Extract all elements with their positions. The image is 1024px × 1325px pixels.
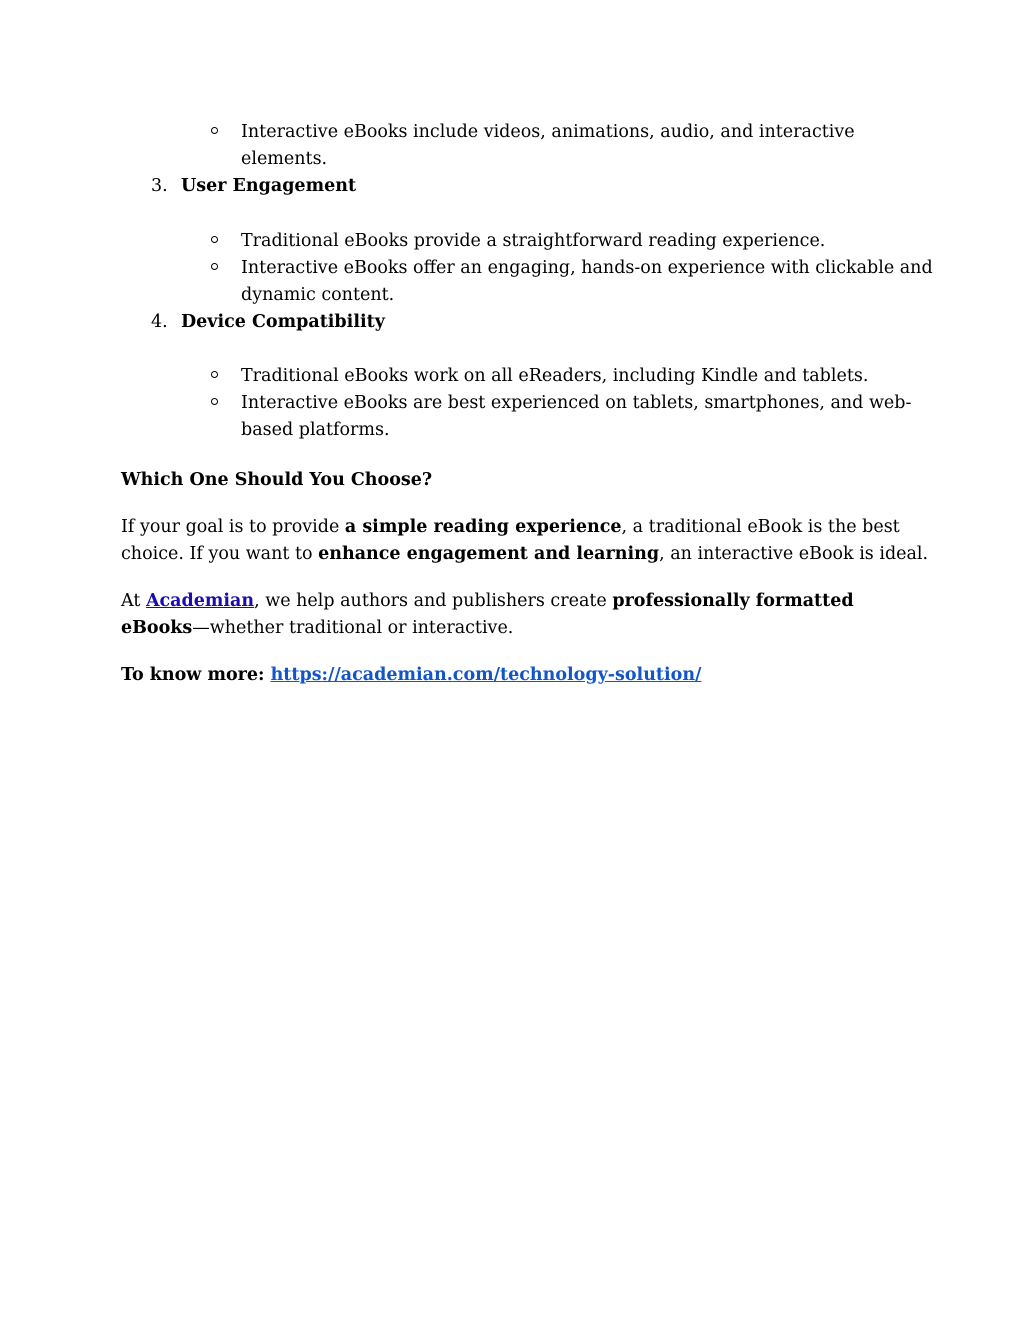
bullet-circle-icon <box>211 371 218 378</box>
know-more-line: To know more: https://academian.com/technology-solution/ <box>121 665 702 685</box>
paragraph-line: eBooks—whether traditional or interactive. <box>121 618 514 638</box>
bullet-text: Interactive eBooks offer an engaging, hands-on experience with clickable and <box>241 258 933 278</box>
bullet-circle-icon <box>211 236 218 243</box>
paragraph-line: At Academian, we help authors and publishers create professionally formatted <box>121 591 854 611</box>
paragraph-line: choice. If you want to enhance engagement and learning, an interactive eBook is ideal. <box>121 544 929 564</box>
paragraph-line: If your goal is to provide a simple reading experience, a traditional eBook is the best <box>121 517 900 537</box>
bullet-text: Traditional eBooks work on all eReaders, including Kindle and tablets. <box>241 366 869 386</box>
bullet-text: Traditional eBooks provide a straightforward reading experience. <box>241 231 826 251</box>
list-item-title-device-compatibility: Device Compatibility <box>181 312 385 332</box>
academian-link[interactable]: Academian <box>145 591 255 611</box>
list-number-4: 4. <box>151 312 168 332</box>
technology-solution-link[interactable]: https://academian.com/technology-solution/ <box>270 665 702 685</box>
bullet-circle-icon <box>211 263 218 270</box>
bullet-text: Interactive eBooks include videos, animations, audio, and interactive <box>241 122 855 142</box>
bullet-text-continued: dynamic content. <box>241 285 395 305</box>
list-number-3: 3. <box>151 176 168 196</box>
section-heading: Which One Should You Choose? <box>121 470 433 490</box>
bullet-text-continued: based platforms. <box>241 420 390 440</box>
bullet-circle-icon <box>211 127 218 134</box>
bullet-text: Interactive eBooks are best experienced on tablets, smartphones, and web- <box>241 393 912 413</box>
list-item-title-user-engagement: User Engagement <box>181 176 357 196</box>
bullet-text-continued: elements. <box>241 149 328 169</box>
bullet-circle-icon <box>211 398 218 405</box>
